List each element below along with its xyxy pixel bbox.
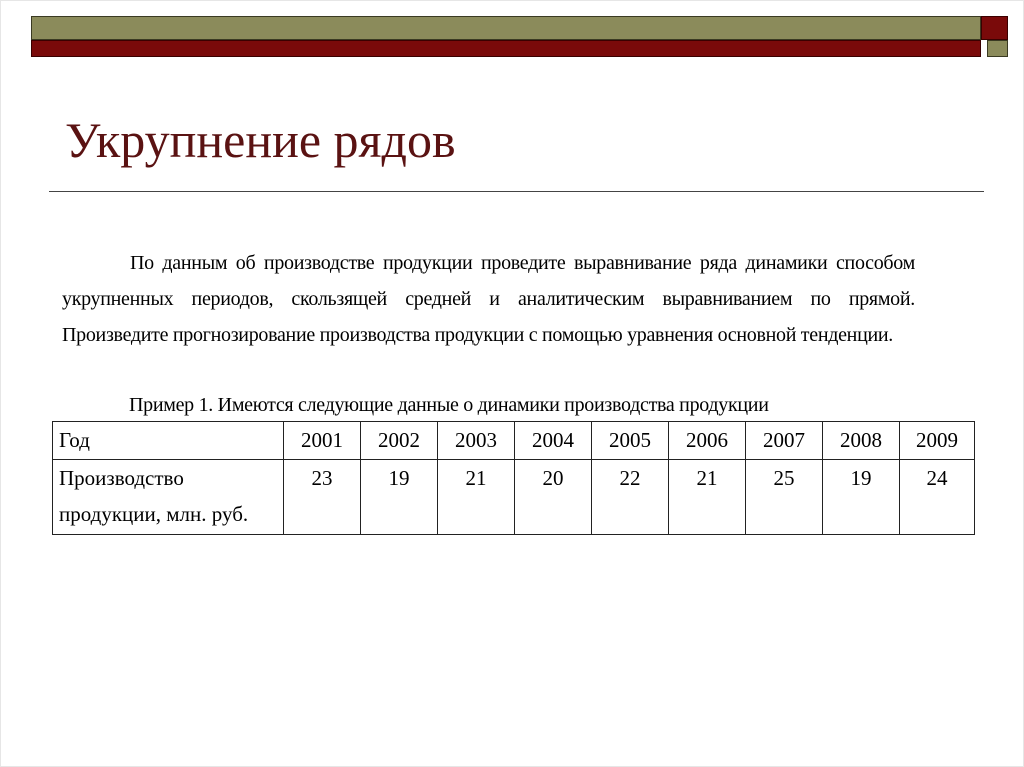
table-cell-value: 20 (515, 460, 592, 535)
title-underline (49, 191, 984, 192)
table-cell-year: 2009 (900, 422, 975, 460)
table-cell-value: 21 (438, 460, 515, 535)
table-cell-year: 2007 (746, 422, 823, 460)
table-cell-year: 2003 (438, 422, 515, 460)
table-cell-value: 24 (900, 460, 975, 535)
slide-title: Укрупнение рядов (65, 112, 456, 168)
task-text: По данным об производстве продукции проведите выравнивание ряда динамики способом укрупненных периодов, скользящей средней и аналитическим выравниванием по прямой. Произведите прогнозирование производства продукции с помощью уравнения основной тенденции. (62, 252, 915, 346)
table-cell-value: 19 (823, 460, 900, 535)
table-row-production (53, 460, 975, 535)
table-cell-year: 2001 (284, 422, 361, 460)
table-cell-year: 2004 (515, 422, 592, 460)
header-square-olive (987, 40, 1008, 57)
example-caption: Пример 1. Имеются следующие данные о динамики производства продукции (129, 394, 769, 416)
header-bar-olive (31, 16, 981, 40)
table-row-years (53, 422, 975, 460)
table-cell-year: 2005 (592, 422, 669, 460)
table-cell-year: 2008 (823, 422, 900, 460)
table-cell-value: 23 (284, 460, 361, 535)
table-cell-year: 2006 (669, 422, 746, 460)
table-cell-production-label (53, 460, 284, 535)
header-square-maroon (981, 16, 1008, 40)
production-label-line1: Производство (59, 466, 184, 490)
production-table (52, 421, 975, 535)
table-cell-value: 19 (361, 460, 438, 535)
table-cell-year-label: Год (53, 422, 284, 460)
table-cell-value: 22 (592, 460, 669, 535)
header-bar-maroon (31, 40, 981, 57)
production-label-line2: продукции, млн. руб. (59, 502, 249, 526)
table-cell-year: 2002 (361, 422, 438, 460)
table-cell-value: 25 (746, 460, 823, 535)
table-cell-value: 21 (669, 460, 746, 535)
